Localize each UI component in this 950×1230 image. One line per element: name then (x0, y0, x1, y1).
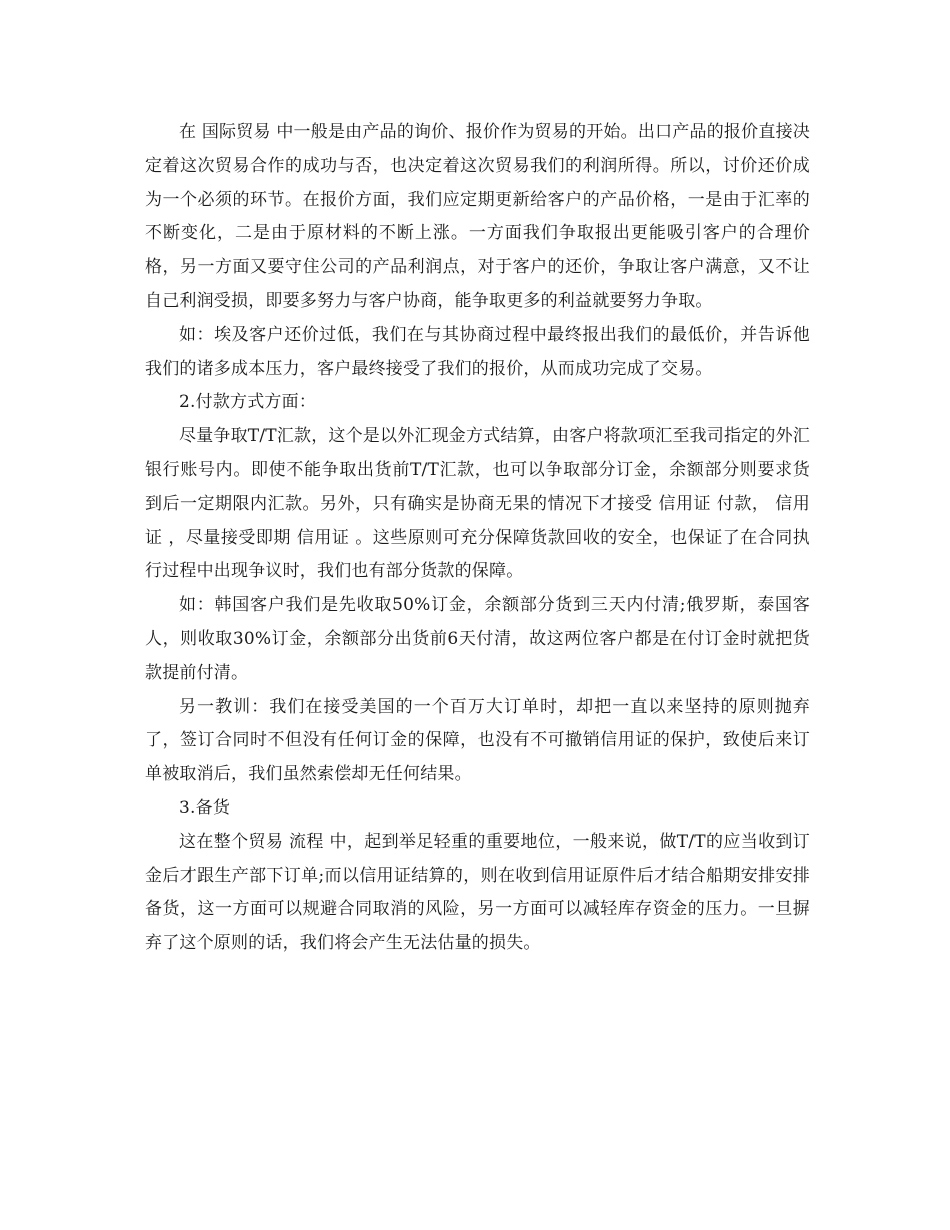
section-heading-payment: 2.付款方式方面： (179, 392, 317, 413)
paragraph-lesson: 另一教训：我们在接受美国的一个百万大订单时，却把一直以来坚持的原则抛弃了，签订合同时不但没有任何订金的保障，也没有不可撤销信用证的保护，致使后来订单被取消后，我们虽然索偿却无任何结果。 (145, 696, 810, 785)
paragraph-payment-example: 如：韩国客户我们是先收取50%订金，余额部分货到三天内付清;俄罗斯，泰国客人，则收取30%订金，余额部分出货前6天付清，故这两位客户都是在付订金时就把货款提前付清。 (145, 595, 810, 683)
paragraph-payment: 尽量争取T/T汇款，这个是以外汇现金方式结算，由客户将款项汇至我司指定的外汇银行账号内。即使不能争取出货前T/T汇款，也可以争取部分订金，余额部分则要求货到后一定期限内汇款。另外，只有确实是协商无果的情况下才接受 信用证 付款， 信用证 ，尽量接受即期 信用证 。这些原则可充分保障货款回收的安全，也保证了在合同执行过程中出现争议时，我们也有部分货款的保障。 (145, 426, 811, 582)
paragraph-stocking: 这在整个贸易 流程 中，起到举足轻重的重要地位，一般来说，做T/T的应当收到订金后才跟生产部下订单;而以信用证结算的，则在收到信用证原件后才结合船期安排安排备货，这一方面可以规避合同取消的风险，另一方面可以减轻库存资金的压力。一旦摒弃了这个原则的话，我们将会产生无法估量的损失。 (145, 831, 810, 954)
paragraph-pricing: 在 国际贸易 中一般是由产品的询价、报价作为贸易的开始。出口产品的报价直接决定着这次贸易合作的成功与否，也决定着这次贸易我们的利润所得。所以，讨价还价成为一个必须的环节。在报价方面，我们应定期更新给客户的产品价格，一是由于汇率的不断变化，二是由于原材料的不断上涨。一方面我们争取报出更能吸引客户的合理价格，另一方面又要守住公司的产品利润点，对于客户的还价，争取让客户满意，又不让自己利润受损，即要多努力与客户协商，能争取更多的利益就要努力争取。 (145, 122, 810, 311)
paragraph-pricing-example: 如：埃及客户还价过低，我们在与其协商过程中最终报出我们的最低价，并告诉他我们的诸多成本压力，客户最终接受了我们的报价，从而成功完成了交易。 (145, 324, 810, 379)
section-heading-stocking: 3.备货 (179, 797, 231, 818)
document-body (145, 116, 810, 961)
